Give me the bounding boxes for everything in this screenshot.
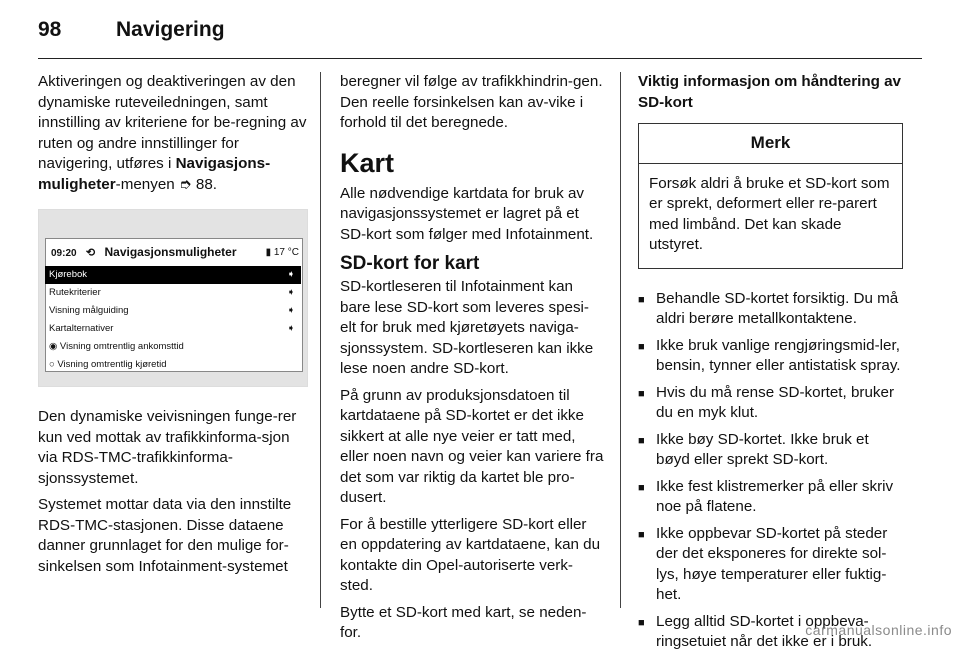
screen-menu-item-label: ○ Visning omtrentlig kjøretid <box>49 359 167 370</box>
screen-menu-item-label: Rutekriterier <box>49 287 101 298</box>
sd-paragraph-2: På grunn av produksjonsdatoen til kartdataene på SD-kortet er det ikke sikkert at alle nye veier er tatt med, eller noen navn og veier kan variere fra det som var riktig da kartet ble pro-dusert. <box>340 386 604 506</box>
heading-sd-card: SD-kort for kart <box>340 253 480 274</box>
screen-menu-item-label: Kjørebok <box>49 269 88 280</box>
list-item-text: Behandle SD-kortet forsiktig. Du må aldri berøre metallkontaktene. <box>656 289 899 327</box>
list-item-text: Hvis du må rense SD-kortet, bruker du en myk klut. <box>656 383 895 421</box>
dynamic-guidance-paragraph: Den dynamiske veivisningen funge-rer kun ved mottak av trafikkinforma-sjon via RDS-TMC-trafikkinforma-sjonssystemet. <box>38 408 297 487</box>
kart-paragraph: Alle nødvendige kartdata for bruk av navigasjonssystemet er lagret på et SD-kort som følger med Infotainment. <box>340 184 594 243</box>
header-rule <box>38 58 922 59</box>
column-1 <box>38 72 308 583</box>
list-item-text: Ikke bøy SD-kortet. Ikke bruk et bøyd eller sprekt SD-kort. <box>656 430 869 468</box>
list-item <box>638 430 903 471</box>
intro-text-2: -menyen <box>115 175 179 193</box>
intro-text: Aktiveringen og deaktiveringen av den dynamiske ruteveiledningen, samt innstilling av kriteriene for be-regning av ruten og andre innstillinger for navigering, utføres i <box>38 73 307 172</box>
heading-kart: Kart <box>340 147 395 178</box>
bullet-square-icon: ■ <box>638 293 645 306</box>
bullet-square-icon: ■ <box>638 340 645 353</box>
bullet-square-icon: ■ <box>638 481 645 494</box>
screen-menu-item-label: ◉ Visning omtrentlig ankomsttid <box>49 341 184 352</box>
infotainment-screenshot <box>38 209 308 387</box>
list-item-text: Ikke bruk vanlige rengjøringsmid-ler, bensin, tynner eller antistatisk spray. <box>656 336 901 374</box>
list-item <box>638 477 903 518</box>
bullet-square-icon: ■ <box>638 528 645 541</box>
list-item <box>638 524 903 606</box>
list-item-text: Ikke fest klistremerker på eller skriv noe på flatene. <box>656 477 894 515</box>
column-divider-1 <box>320 72 321 608</box>
list-item-text: Legg alltid SD-kortet i oppbeva-ringsetuiet når det ikke er i bruk. <box>656 612 873 650</box>
list-item <box>638 336 903 377</box>
column-divider-2 <box>620 72 621 608</box>
chevron-right-icon: ➧ <box>287 305 295 316</box>
continued-paragraph: beregner vil følge av trafikkhindrin-gen. Den reelle forsinkelsen kan av-vike i forhold til det beregnede. <box>340 73 603 131</box>
note-box <box>638 123 903 269</box>
intro-paragraph <box>38 72 308 195</box>
screen-menu-item-label: Visning målguiding <box>49 305 129 316</box>
sd-paragraph-1: SD-kortleseren til Infotainment kan bare lese SD-kort som leveres spesi-elt for bruk med kjøretøyets naviga-sjonssystem. SD-kortleseren kan ikke lese noen andre SD-kort. <box>340 278 594 377</box>
thermometer-icon: ▮ <box>265 247 272 258</box>
screen-menu-item[interactable] <box>45 338 301 356</box>
note-title: Merk <box>639 124 902 164</box>
watermark: carmanualsonline.info <box>805 622 952 638</box>
column-3 <box>638 72 903 659</box>
care-instructions-list <box>638 289 903 653</box>
screen-menu-item[interactable] <box>45 320 301 338</box>
system-data-paragraph: Systemet mottar data via den innstilte RDS-TMC-stasjonen. Disse dataene danner grunnlaget for den mulige for-sinkelsen som Infotainment-systemet <box>38 496 292 575</box>
screen-menu-item[interactable] <box>45 302 301 320</box>
screen-time: 09:20 <box>51 248 77 259</box>
note-text: Forsøk aldri å bruke et SD-kort som er sprekt, deformert eller re-parert med limbånd. Det kan skade utstyret. <box>649 174 890 253</box>
screen-menu-item-label: Kartalternativer <box>49 323 114 334</box>
bullet-square-icon: ■ <box>638 434 645 447</box>
screen-temperature <box>266 243 299 264</box>
chevron-right-icon: ➧ <box>287 269 295 280</box>
sd-paragraph-4: Bytte et SD-kort med kart, se neden-for. <box>340 603 587 641</box>
screen-header <box>51 242 237 265</box>
page-number: 98 <box>38 18 62 41</box>
sd-paragraph-3: For å bestille ytterligere SD-kort eller en oppdatering av kartdataene, kan du kontakte din Opel-autoriserte verk-sted. <box>340 515 601 594</box>
page-title: Navigering <box>116 18 225 41</box>
chevron-right-icon: ➧ <box>287 323 295 334</box>
heading-sd-info: Viktig informasjon om håndtering av SD-kort <box>638 73 902 111</box>
bullet-square-icon: ■ <box>638 616 645 629</box>
back-icon: ⟲ <box>85 247 96 259</box>
list-item <box>638 383 903 424</box>
temperature-value: 17 °C <box>273 247 299 258</box>
screen-title: Navigasjonsmuligheter <box>104 245 237 259</box>
bullet-square-icon: ■ <box>638 387 645 400</box>
chevron-right-icon: ➧ <box>287 287 295 298</box>
list-item <box>638 289 903 330</box>
screen-menu-item[interactable] <box>45 266 301 284</box>
page-header <box>38 18 225 42</box>
list-item-text: Ikke oppbevar SD-kortet på steder der det eksponeres for direkte sol-lys, høye temperaturer eller fuktig-het. <box>656 524 888 603</box>
menu-name: Navigasjons-muligheter <box>38 155 271 193</box>
column-2 <box>340 72 605 650</box>
screen-menu-item[interactable] <box>45 284 301 302</box>
page-reference[interactable]: ➮ 88. <box>178 175 218 193</box>
screen-menu-item[interactable] <box>45 356 301 374</box>
screen-menu-list <box>45 266 301 374</box>
